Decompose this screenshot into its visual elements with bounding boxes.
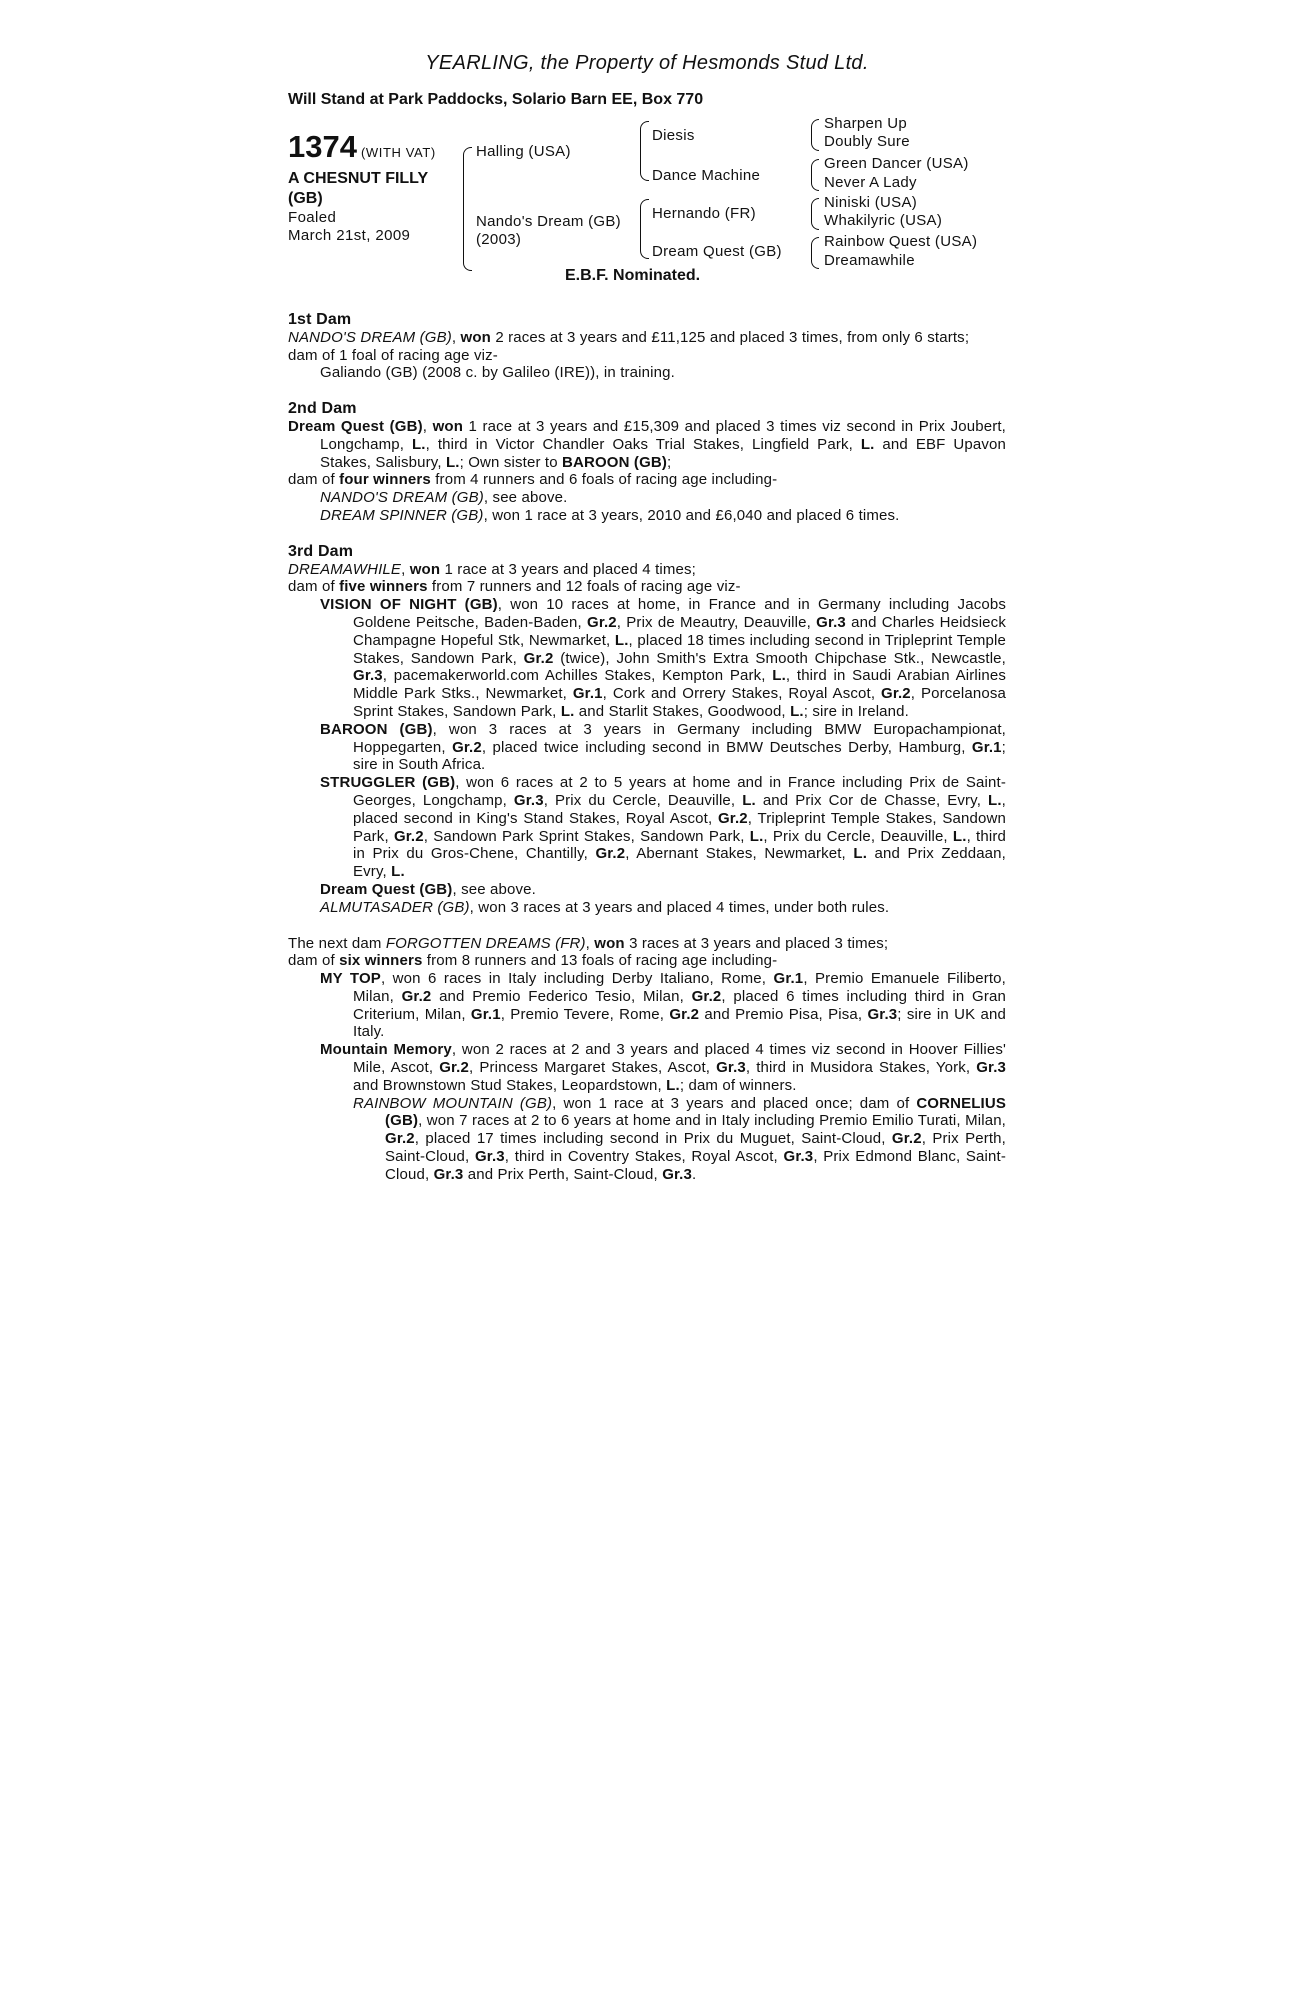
progeny-entry (320, 1041, 1006, 1094)
listed-label: L. (411, 435, 426, 453)
progeny-text: , won 3 races at 3 years and placed 4 times, under both rules. (469, 898, 890, 916)
grade-label: Gr.2 (669, 1005, 700, 1023)
progeny-text: , won 1 race at 3 years and placed once; dam of (552, 1094, 910, 1112)
progeny-name: MY TOP (320, 970, 381, 988)
dam: Nando's Dream (GB) (476, 213, 621, 230)
ggp-8: Dreamawhile (824, 252, 915, 269)
ggp-7: Rainbow Quest (USA) (824, 233, 978, 250)
foaled-label: Foaled (288, 209, 337, 226)
progeny-text: , won 7 races at 2 to 6 years at home and in Italy including Premio Emilio Turati, Milan, (418, 1112, 1006, 1130)
dam-record: Dream Quest (GB), won 1 race at 3 years and £15,309 and placed 3 times viz second in Prix Joubert, Longchamp, L., third in Victor Chandler Oaks Trial Stakes, Lingfield Park, L. and EBF Upavon Stakes, Salisbury, L.; Own sister to BAROON (GB); (288, 417, 1007, 471)
listed-label: L. (560, 702, 575, 720)
sire-dam: Dance Machine (652, 167, 761, 184)
listed-label: L. (860, 435, 875, 453)
progeny-text: , placed 17 times including second in Prix du Muguet, Saint-Cloud, (414, 1130, 886, 1148)
grade-label: Gr.3 (976, 1059, 1007, 1077)
ggp-6: Whakilyric (USA) (824, 212, 943, 229)
grade-label: Gr.3 (867, 1005, 898, 1023)
dam-record: DREAMAWHILE, won 1 race at 3 years and placed 4 times; (288, 560, 697, 578)
listed-label: L. (666, 1076, 680, 1094)
listed-label: L. (391, 863, 405, 881)
progeny-text: , third in Prix du Gros-Chene, Chantilly, (353, 827, 1006, 863)
listed-label: L. (445, 453, 460, 471)
dam-of-text: dam of (288, 578, 335, 596)
grade-label: Gr.2 (587, 613, 617, 631)
page-title: YEARLING, the Property of Hesmonds Stud Ltd. (425, 52, 869, 74)
dam-dam: Dream Quest (GB) (652, 243, 782, 260)
listed-label: L. (952, 827, 967, 845)
ggp-2: Doubly Sure (824, 133, 910, 150)
won-label: won (460, 328, 491, 346)
grade-label: Gr.3 (662, 1165, 692, 1183)
progeny-text: , placed 18 times including second in Tripleprint Temple Stakes, Sandown Park, (353, 631, 1006, 667)
grade-label: Gr.2 (595, 845, 626, 863)
foaled-date: March 21st, 2009 (288, 227, 411, 244)
grade-label: Gr.2 (385, 1130, 415, 1148)
grade-label: Gr.3 (716, 1059, 746, 1077)
lot-info (288, 129, 463, 245)
progeny-text: , won 10 races at home, in France and in Germany including Jacobs Goldene Peitsche, Baden-Baden, (353, 596, 1006, 631)
pedigree-brace (811, 119, 819, 151)
progeny-text: ; dam of winners. (679, 1076, 797, 1094)
progeny-text: and Starlit Stakes, Goodwood, (578, 702, 786, 720)
progeny-text: , third in Musidora Stakes, York, (745, 1059, 971, 1077)
progeny-text: , placed second in King's Stand Stakes, Royal Ascot, (353, 791, 1006, 827)
next-dam-intro: The next dam (288, 934, 382, 952)
sire-sire: Diesis (652, 127, 695, 144)
dam-record-text: 3 races at 3 years and placed 3 times; (629, 934, 889, 952)
stand-location: Will Stand at Park Paddocks, Solario Barn EE, Box 770 (288, 91, 704, 108)
dam-of-line (288, 952, 1006, 970)
won-label: won (432, 417, 464, 435)
pedigree-brace (811, 198, 819, 230)
grade-label: Gr.2 (881, 685, 911, 703)
won-label: won (594, 934, 625, 952)
foal-entry: Galiando (GB) (2008 c. by Galileo (IRE)), in training. (320, 364, 675, 382)
listed-label: L. (853, 845, 868, 863)
listed-label: L. (790, 702, 804, 720)
grade-label: Gr.2 (401, 987, 432, 1005)
listed-label: L. (988, 791, 1002, 809)
pedigree-brace (640, 121, 649, 181)
section-heading: 3rd Dam (288, 542, 354, 560)
progeny-entry (320, 489, 1006, 507)
progeny-entry (320, 507, 1006, 525)
progeny-name: DREAM SPINNER (GB) (320, 506, 484, 524)
grade-label: Gr.2 (891, 1130, 922, 1148)
dam-of-line (288, 471, 1006, 489)
progeny-text: , won 2 races at 2 and 3 years and placed 4 times viz second in Hoover Fillies' Mile, Ascot, (353, 1041, 1006, 1077)
grade-label: Gr.3 (353, 667, 383, 685)
dam-of-line (288, 578, 1006, 596)
progeny-text: , Premio Emanuele Filiberto, Milan, (353, 970, 1006, 1005)
dam-record-text: 1 race at 3 years and placed 4 times; (444, 560, 697, 578)
progeny-text: , placed 6 times including third in Gran Criterium, Milan, (353, 987, 1006, 1023)
progeny-text: ; sire in Ireland. (803, 702, 909, 720)
progeny-text: ; sire in UK and Italy. (353, 1005, 1006, 1041)
grade-label: Gr.1 (572, 685, 603, 703)
progeny-entry (320, 774, 1006, 881)
pedigree-brace (811, 159, 819, 191)
dam-record: The next dam FORGOTTEN DREAMS (FR), won 3 races at 3 years and placed 3 times; (288, 934, 889, 952)
winners-count: four winners (339, 471, 431, 489)
grade-label: Gr.2 (393, 827, 424, 845)
progeny-text: and Charles Heidsieck Champagne Hopeful Stk, Newmarket, (353, 613, 1006, 649)
progeny-name: ALMUTASADER (GB) (320, 898, 470, 916)
progeny-entry (320, 899, 1006, 917)
listed-label: L. (749, 827, 764, 845)
pedigree-table (288, 115, 1006, 289)
sister-name: BAROON (GB) (562, 453, 668, 471)
dam-of-text: from 7 runners and 12 foals of racing age viz- (431, 578, 741, 596)
grade-label: Gr.2 (717, 809, 748, 827)
grade-label: Gr.3 (816, 613, 846, 631)
progeny-text: , Prix de Meautry, Deauville, (616, 613, 811, 631)
progeny-text: , Sandown Park Sprint Stakes, Sandown Park, (423, 827, 745, 845)
ggp-5: Niniski (USA) (824, 194, 918, 211)
progeny-text: , won 1 race at 3 years, 2010 and £6,040 and placed 6 times. (483, 506, 900, 524)
progeny-name: NANDO'S DREAM (GB) (320, 489, 484, 507)
progeny-text: and Premio Pisa, Pisa, (704, 1005, 863, 1023)
ggp-4: Never A Lady (824, 174, 917, 191)
progeny-name: CORNELIUS (GB) (385, 1094, 1006, 1130)
grade-label: Gr.2 (452, 738, 482, 756)
pedigree-brace (811, 237, 819, 269)
progeny-entry (320, 970, 1006, 1041)
listed-label: L. (614, 631, 629, 649)
record-text: ; Own sister to (459, 453, 558, 471)
progeny-text: , Prix Perth, Saint-Cloud, (385, 1130, 1006, 1166)
winners-count: five winners (339, 578, 428, 596)
progeny-text: , Porcelanosa Sprint Stakes, Sandown Park, (353, 685, 1006, 720)
dam-record: NANDO'S DREAM (GB), won 2 races at 3 years and £11,125 and placed 3 times, from only 6 starts; (288, 328, 970, 346)
second-dam-section (288, 400, 1006, 525)
listed-label: L. (772, 667, 786, 685)
section-heading: 2nd Dam (288, 400, 357, 418)
progeny-text: , won 6 races in Italy including Derby Italiano, Rome, (380, 970, 767, 988)
progeny-text: , see above. (483, 489, 568, 507)
sire: Halling (USA) (476, 143, 571, 160)
progeny-text: , Prix du Cercle, Deauville, (543, 791, 736, 809)
dam-of-text: dam of (288, 471, 335, 489)
progeny-name: VISION OF NIGHT (GB) (320, 596, 498, 614)
progeny-text: , Tripleprint Temple Stakes, Sandown Park, (353, 809, 1006, 845)
progeny-text: , third in Coventry Stakes, Royal Ascot, (504, 1148, 778, 1166)
progeny-text: ; sire in South Africa. (353, 738, 1006, 774)
progeny-text: , Cork and Orrery Stakes, Royal Ascot, (602, 685, 876, 703)
progeny-text: , Prix Edmond Blanc, Saint-Cloud, (385, 1148, 1006, 1183)
ggp-3: Green Dancer (USA) (824, 155, 969, 172)
progeny-name: RAINBOW MOUNTAIN (GB) (353, 1094, 553, 1112)
dam-name: FORGOTTEN DREAMS (FR) (385, 934, 586, 952)
catalogue-page (288, 52, 1006, 1184)
vat-label: (WITH VAT) (360, 145, 436, 160)
dam-of-text: from 4 runners and 6 foals of racing age including- (435, 471, 778, 489)
dam-sire: Hernando (FR) (652, 205, 756, 222)
progeny-text: , placed twice including second in BMW Deutsches Derby, Hamburg, (481, 738, 966, 756)
pedigree-brace (640, 199, 649, 259)
grade-label: Gr.1 (773, 970, 804, 988)
grade-label: Gr.2 (691, 987, 722, 1005)
progeny-text: , third in Saudi Arabian Airlines Middle Park Stks., Newmarket, (353, 667, 1006, 703)
progeny-text: , won 3 races at 3 years in Germany including BMW Europachampionat, Hoppegarten, (353, 720, 1006, 756)
first-dam-section (288, 311, 1006, 382)
grade-label: Gr.3 (474, 1148, 505, 1166)
dam-name: NANDO'S DREAM (GB) (288, 328, 452, 346)
won-label: won (409, 560, 441, 578)
progeny-text: (twice), John Smith's Extra Smooth Chipchase Stk., Newcastle, (560, 649, 1006, 667)
progeny-text: and Premio Federico Tesio, Milan, (439, 987, 684, 1005)
progeny-text: , won 6 races at 2 to 5 years at home and in France including Prix de Saint-Georges, Longchamp, (353, 774, 1006, 809)
progeny-text: , Princess Margaret Stakes, Ascot, (469, 1059, 711, 1077)
record-text: and EBF Upavon Stakes, Salisbury, (320, 435, 1006, 471)
next-dam-section (288, 935, 1006, 1184)
lot-number: 1374 (288, 129, 357, 164)
ggp-1: Sharpen Up (824, 115, 908, 132)
progeny-text: and Prix Cor de Chasse, Evry, (762, 791, 982, 809)
dam-year: (2003) (476, 231, 522, 248)
progeny-name: Mountain Memory (320, 1041, 452, 1059)
record-text: , third in Victor Chandler Oaks Trial Stakes, Lingfield Park, (425, 435, 853, 453)
progeny-name: Dream Quest (GB) (320, 880, 453, 898)
progeny-text: , pacemakerworld.com Achilles Stakes, Kempton Park, (382, 667, 766, 685)
listed-label: L. (742, 791, 756, 809)
progeny-text: , Prix du Cercle, Deauville, (763, 827, 948, 845)
grade-label: Gr.1 (470, 1005, 501, 1023)
pedigree-brace (463, 147, 472, 271)
progeny-entry (320, 721, 1006, 774)
progeny-name: BAROON (GB) (320, 720, 433, 738)
progeny-text: and Brownstown Stud Stakes, Leopardstown, (353, 1076, 662, 1094)
lot-name: A CHESNUT FILLY (GB) (288, 170, 428, 207)
ebf-nominated: E.B.F. Nominated. (565, 267, 701, 284)
progeny-entry (320, 881, 1006, 899)
winners-count: six winners (339, 952, 423, 970)
progeny-text: , see above. (452, 880, 536, 898)
progeny-name: STRUGGLER (GB) (320, 774, 456, 792)
dam-name: Dream Quest (GB) (288, 417, 423, 435)
grade-label: Gr.2 (523, 649, 554, 667)
third-dam-section (288, 543, 1006, 917)
progeny-text: , Abernant Stakes, Newmarket, (625, 845, 846, 863)
grade-label: Gr.2 (439, 1059, 469, 1077)
dam-of-text: dam of (288, 952, 335, 970)
dam-name: DREAMAWHILE (288, 560, 402, 578)
record-text: 1 race at 3 years and £15,309 and placed 3 times viz second in Prix Joubert, Longchamp, (320, 417, 1007, 453)
progeny-entry (353, 1095, 1006, 1184)
progeny-text: . (691, 1165, 697, 1183)
grade-label: Gr.3 (433, 1165, 464, 1183)
progeny-text: , Premio Tevere, Rome, (500, 1005, 665, 1023)
dam-record-text: 2 races at 3 years and £11,125 and placed 3 times, from only 6 starts; (495, 328, 970, 346)
grade-label: Gr.1 (971, 738, 1002, 756)
progeny-text: and Prix Perth, Saint-Cloud, (467, 1165, 658, 1183)
grade-label: Gr.3 (513, 791, 544, 809)
dam-of-text: from 8 runners and 13 foals of racing age including- (426, 952, 778, 970)
progeny-text: and Prix Zeddaan, Evry, (353, 845, 1006, 881)
grade-label: Gr.3 (783, 1148, 814, 1166)
dam-of-line: dam of 1 foal of racing age viz- (288, 346, 498, 364)
record-text: ; (667, 453, 672, 471)
section-heading: 1st Dam (288, 311, 352, 328)
progeny-entry (320, 596, 1006, 721)
